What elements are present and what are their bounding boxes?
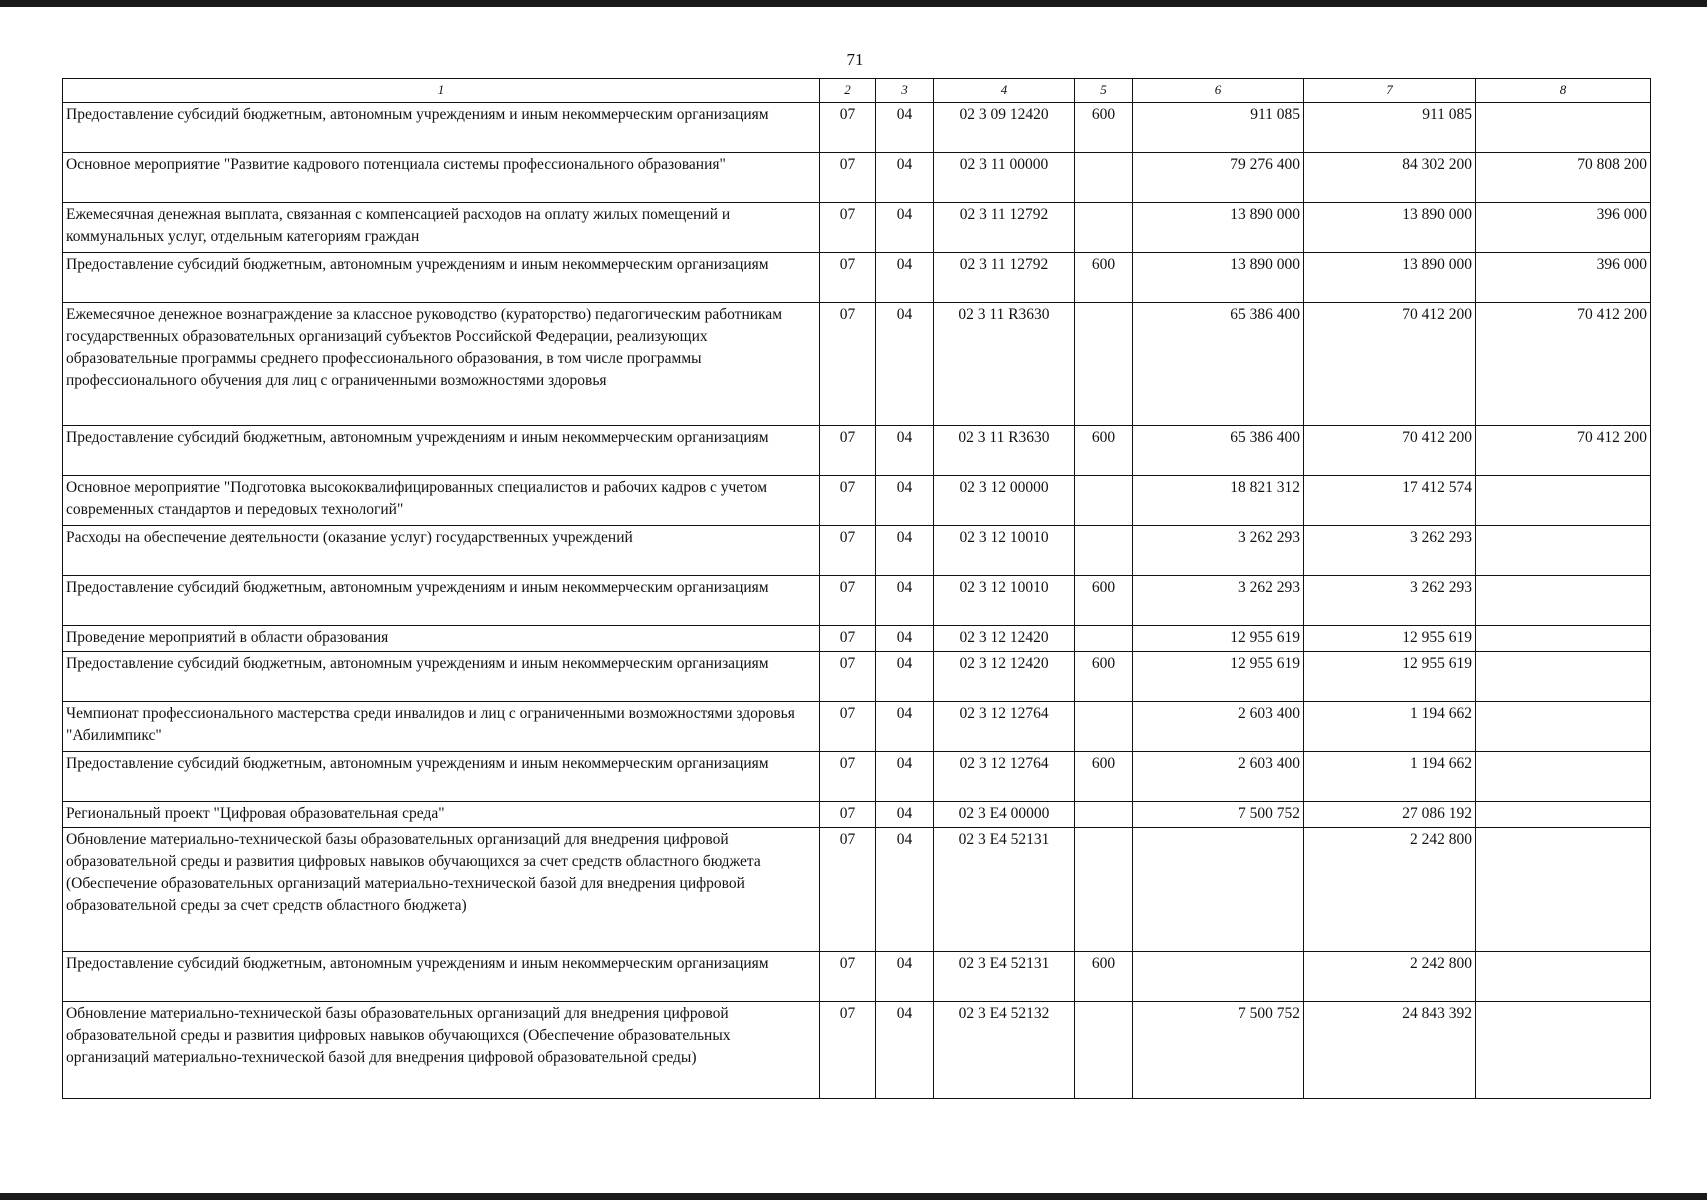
row-section: 07	[820, 702, 876, 752]
row-amount-col8	[1476, 1002, 1651, 1099]
table-row	[63, 476, 1651, 526]
row-subsection: 04	[876, 253, 934, 303]
row-section: 07	[820, 303, 876, 426]
row-expense-type	[1075, 153, 1133, 203]
table-row	[63, 752, 1651, 802]
row-name: Предоставление субсидий бюджетным, автономным учреждениям и иным некоммерческим организациям	[63, 952, 820, 1002]
row-subsection: 04	[876, 476, 934, 526]
row-name: Основное мероприятие "Развитие кадрового потенциала системы профессионального образования"	[63, 153, 820, 203]
row-section: 07	[820, 203, 876, 253]
row-target-article: 02 3 12 00000	[934, 476, 1075, 526]
row-target-article: 02 3 12 12764	[934, 752, 1075, 802]
row-expense-type: 600	[1075, 426, 1133, 476]
row-section: 07	[820, 802, 876, 828]
row-subsection: 04	[876, 203, 934, 253]
row-subsection: 04	[876, 652, 934, 702]
header-col-8: 8	[1476, 79, 1651, 103]
row-amount-col8: 70 412 200	[1476, 303, 1651, 426]
row-amount-col6: 13 890 000	[1133, 253, 1304, 303]
row-expense-type	[1075, 303, 1133, 426]
row-amount-col8	[1476, 103, 1651, 153]
row-amount-col7: 3 262 293	[1304, 526, 1476, 576]
row-subsection: 04	[876, 952, 934, 1002]
row-amount-col6: 911 085	[1133, 103, 1304, 153]
row-name: Чемпионат профессионального мастерства среди инвалидов и лиц с ограниченными возможностями здоровья "Абилимпикс"	[63, 702, 820, 752]
row-subsection: 04	[876, 576, 934, 626]
row-amount-col6: 2 603 400	[1133, 752, 1304, 802]
row-expense-type	[1075, 626, 1133, 652]
row-name: Предоставление субсидий бюджетным, автономным учреждениям и иным некоммерческим организациям	[63, 103, 820, 153]
row-amount-col6: 7 500 752	[1133, 802, 1304, 828]
row-subsection: 04	[876, 802, 934, 828]
row-amount-col8	[1476, 476, 1651, 526]
row-section: 07	[820, 103, 876, 153]
row-amount-col6: 12 955 619	[1133, 626, 1304, 652]
row-expense-type	[1075, 802, 1133, 828]
budget-table	[62, 78, 1651, 1099]
row-amount-col7: 12 955 619	[1304, 652, 1476, 702]
row-expense-type: 600	[1075, 103, 1133, 153]
table-row	[63, 652, 1651, 702]
row-target-article: 02 3 11 R3630	[934, 426, 1075, 476]
table-row	[63, 153, 1651, 203]
header-col-2: 2	[820, 79, 876, 103]
row-name: Расходы на обеспечение деятельности (оказание услуг) государственных учреждений	[63, 526, 820, 576]
row-expense-type	[1075, 702, 1133, 752]
row-name: Ежемесячное денежное вознаграждение за классное руководство (кураторство) педагогическим работникам государственных образовательных организаций субъектов Российской Федерации, реализующих образовательные программы среднего профессионального образования, в том числе программы профессионального обучения для лиц с ограниченными возможностями здоровья	[63, 303, 820, 426]
row-target-article: 02 3 12 10010	[934, 526, 1075, 576]
scan-border-bottom	[0, 1193, 1707, 1200]
row-amount-col6: 3 262 293	[1133, 526, 1304, 576]
row-target-article: 02 3 12 10010	[934, 576, 1075, 626]
row-section: 07	[820, 153, 876, 203]
row-section: 07	[820, 626, 876, 652]
row-amount-col6: 13 890 000	[1133, 203, 1304, 253]
row-expense-type: 600	[1075, 652, 1133, 702]
header-col-3: 3	[876, 79, 934, 103]
scan-border-top	[0, 0, 1707, 7]
row-expense-type: 600	[1075, 576, 1133, 626]
row-name: Предоставление субсидий бюджетным, автономным учреждениям и иным некоммерческим организациям	[63, 253, 820, 303]
row-amount-col8: 396 000	[1476, 203, 1651, 253]
row-amount-col7: 2 242 800	[1304, 952, 1476, 1002]
row-name: Региональный проект "Цифровая образовательная среда"	[63, 802, 820, 828]
table-row	[63, 802, 1651, 828]
table-header-row	[63, 79, 1651, 103]
row-amount-col8	[1476, 652, 1651, 702]
row-name: Обновление материально-технической базы образовательных организаций для внедрения цифровой образовательной среды и развития цифровых навыков обучающихся за счет средств областного бюджета (Обеспечение образовательных организаций материально-технической базой для внедрения цифровой образовательной среды за счет средств областного бюджета)	[63, 828, 820, 952]
row-section: 07	[820, 253, 876, 303]
row-target-article: 02 3 12 12764	[934, 702, 1075, 752]
row-amount-col8	[1476, 576, 1651, 626]
row-target-article: 02 3 11 12792	[934, 203, 1075, 253]
row-subsection: 04	[876, 103, 934, 153]
table-row	[63, 702, 1651, 752]
row-amount-col7: 2 242 800	[1304, 828, 1476, 952]
row-amount-col8: 70 412 200	[1476, 426, 1651, 476]
row-name: Обновление материально-технической базы образовательных организаций для внедрения цифровой образовательной среды и развития цифровых навыков обучающихся (Обеспечение образовательных организаций материально-технической базой для внедрения цифровой образовательной среды)	[63, 1002, 820, 1099]
row-section: 07	[820, 576, 876, 626]
row-subsection: 04	[876, 1002, 934, 1099]
row-amount-col7: 911 085	[1304, 103, 1476, 153]
row-subsection: 04	[876, 526, 934, 576]
row-name: Ежемесячная денежная выплата, связанная с компенсацией расходов на оплату жилых помещений и коммунальных услуг, отдельным категориям граждан	[63, 203, 820, 253]
row-section: 07	[820, 426, 876, 476]
header-col-5: 5	[1075, 79, 1133, 103]
row-expense-type: 600	[1075, 752, 1133, 802]
row-amount-col6: 12 955 619	[1133, 652, 1304, 702]
row-amount-col8	[1476, 828, 1651, 952]
row-amount-col6: 18 821 312	[1133, 476, 1304, 526]
row-subsection: 04	[876, 626, 934, 652]
row-subsection: 04	[876, 828, 934, 952]
row-target-article: 02 3 12 12420	[934, 652, 1075, 702]
row-amount-col7: 1 194 662	[1304, 752, 1476, 802]
row-amount-col6: 79 276 400	[1133, 153, 1304, 203]
table-row	[63, 828, 1651, 952]
row-amount-col8	[1476, 526, 1651, 576]
row-amount-col8: 70 808 200	[1476, 153, 1651, 203]
row-amount-col7: 24 843 392	[1304, 1002, 1476, 1099]
table-row	[63, 526, 1651, 576]
row-target-article: 02 3 09 12420	[934, 103, 1075, 153]
row-name: Предоставление субсидий бюджетным, автономным учреждениям и иным некоммерческим организациям	[63, 752, 820, 802]
row-amount-col7: 17 412 574	[1304, 476, 1476, 526]
row-amount-col6: 65 386 400	[1133, 303, 1304, 426]
row-section: 07	[820, 1002, 876, 1099]
row-name: Основное мероприятие "Подготовка высококвалифицированных специалистов и рабочих кадров с учетом современных стандартов и передовых технологий"	[63, 476, 820, 526]
header-col-1: 1	[63, 79, 820, 103]
row-expense-type	[1075, 526, 1133, 576]
page-number: 71	[846, 50, 864, 69]
row-amount-col8	[1476, 752, 1651, 802]
row-amount-col8	[1476, 952, 1651, 1002]
row-expense-type	[1075, 476, 1133, 526]
row-target-article: 02 3 11 12792	[934, 253, 1075, 303]
table-row	[63, 253, 1651, 303]
table-row	[63, 303, 1651, 426]
row-subsection: 04	[876, 303, 934, 426]
table-row	[63, 952, 1651, 1002]
header-col-7: 7	[1304, 79, 1476, 103]
row-name: Предоставление субсидий бюджетным, автономным учреждениям и иным некоммерческим организациям	[63, 426, 820, 476]
row-subsection: 04	[876, 426, 934, 476]
row-subsection: 04	[876, 702, 934, 752]
table-row	[63, 203, 1651, 253]
row-target-article: 02 3 11 R3630	[934, 303, 1075, 426]
row-amount-col8	[1476, 702, 1651, 752]
row-amount-col8: 396 000	[1476, 253, 1651, 303]
row-expense-type: 600	[1075, 253, 1133, 303]
row-section: 07	[820, 828, 876, 952]
table-row	[63, 426, 1651, 476]
row-section: 07	[820, 752, 876, 802]
table-row	[63, 576, 1651, 626]
row-amount-col7: 13 890 000	[1304, 203, 1476, 253]
row-amount-col6	[1133, 828, 1304, 952]
table-row	[63, 626, 1651, 652]
row-amount-col7: 1 194 662	[1304, 702, 1476, 752]
row-target-article: 02 3 E4 00000	[934, 802, 1075, 828]
row-amount-col7: 84 302 200	[1304, 153, 1476, 203]
row-expense-type	[1075, 1002, 1133, 1099]
row-name: Проведение мероприятий в области образования	[63, 626, 820, 652]
row-name: Предоставление субсидий бюджетным, автономным учреждениям и иным некоммерческим организациям	[63, 652, 820, 702]
row-target-article: 02 3 E4 52131	[934, 952, 1075, 1002]
header-col-4: 4	[934, 79, 1075, 103]
row-expense-type	[1075, 828, 1133, 952]
row-section: 07	[820, 476, 876, 526]
row-amount-col7: 3 262 293	[1304, 576, 1476, 626]
row-amount-col6: 3 262 293	[1133, 576, 1304, 626]
row-subsection: 04	[876, 752, 934, 802]
row-amount-col6: 7 500 752	[1133, 1002, 1304, 1099]
row-amount-col7: 27 086 192	[1304, 802, 1476, 828]
row-amount-col7: 13 890 000	[1304, 253, 1476, 303]
row-amount-col6: 65 386 400	[1133, 426, 1304, 476]
row-amount-col8	[1476, 802, 1651, 828]
row-amount-col7: 70 412 200	[1304, 303, 1476, 426]
row-target-article: 02 3 11 00000	[934, 153, 1075, 203]
row-expense-type: 600	[1075, 952, 1133, 1002]
row-expense-type	[1075, 203, 1133, 253]
row-subsection: 04	[876, 153, 934, 203]
table-row	[63, 1002, 1651, 1099]
row-amount-col6	[1133, 952, 1304, 1002]
row-amount-col8	[1476, 626, 1651, 652]
row-amount-col7: 70 412 200	[1304, 426, 1476, 476]
table-row	[63, 103, 1651, 153]
header-col-6: 6	[1133, 79, 1304, 103]
row-name: Предоставление субсидий бюджетным, автономным учреждениям и иным некоммерческим организациям	[63, 576, 820, 626]
row-section: 07	[820, 526, 876, 576]
row-amount-col7: 12 955 619	[1304, 626, 1476, 652]
row-target-article: 02 3 E4 52131	[934, 828, 1075, 952]
row-section: 07	[820, 952, 876, 1002]
row-target-article: 02 3 12 12420	[934, 626, 1075, 652]
row-amount-col6: 2 603 400	[1133, 702, 1304, 752]
row-section: 07	[820, 652, 876, 702]
row-target-article: 02 3 E4 52132	[934, 1002, 1075, 1099]
